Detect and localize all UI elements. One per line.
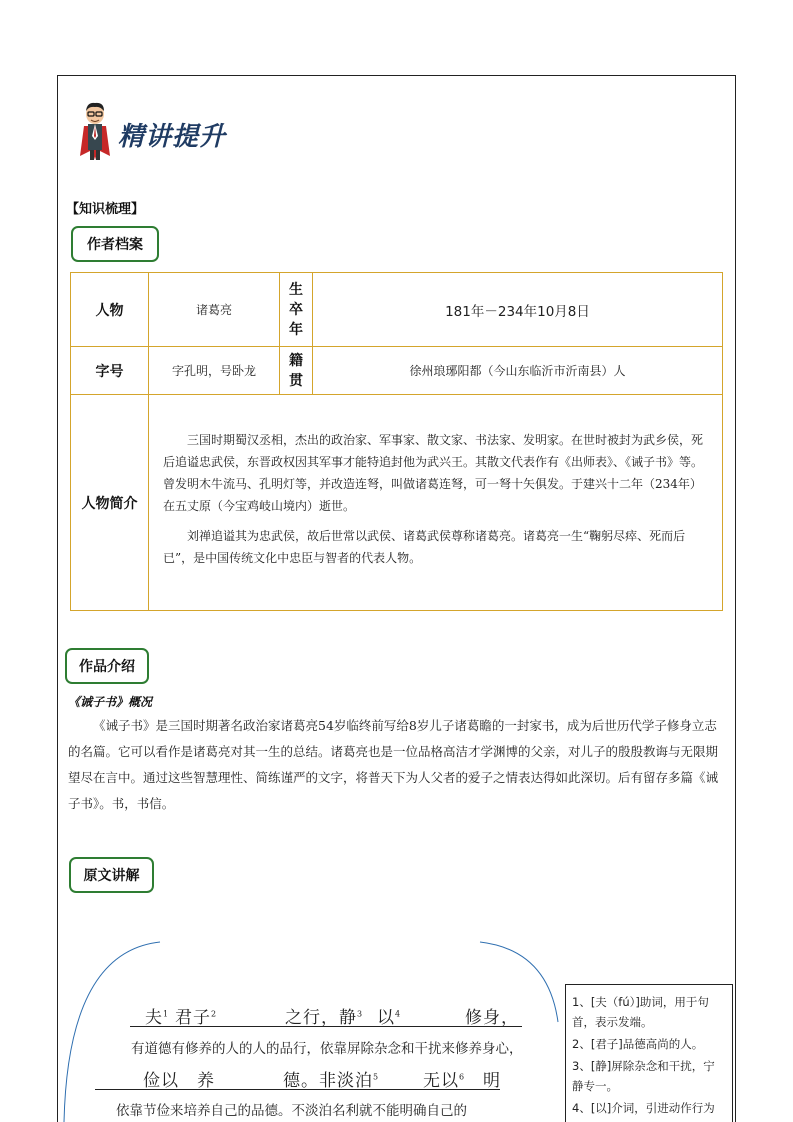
origin-label-char: 贯	[289, 372, 303, 389]
note-item: 3、[静]屏除杂念和干扰，宁静专一。	[572, 1059, 715, 1093]
original-word-text: 德。非淡泊	[283, 1071, 373, 1091]
original-word-text: 无以	[423, 1071, 459, 1091]
lifespan-label-char: 年	[289, 321, 303, 338]
note-marker: 6	[459, 1072, 466, 1082]
note-marker: 5	[373, 1072, 380, 1082]
style-name-label: 字号	[71, 347, 149, 395]
translation-line-1: 有道德有修养的人的人的品行，依靠屏除杂念和干扰来修养身心，	[131, 1041, 523, 1057]
note-marker: 2	[211, 1009, 218, 1019]
original-word	[423, 1066, 465, 1091]
lifespan-label-char: 卒	[289, 301, 303, 318]
note-item: 1、[夫（fú）]助词，用于句首，表示发端。	[572, 995, 709, 1029]
person-value: 诸葛亮	[149, 273, 280, 347]
original-word	[377, 1003, 401, 1028]
author-table	[70, 272, 723, 611]
tag-original-text: 原文讲解	[69, 857, 154, 893]
note-item: 4、[以]介词，引进动作行为	[572, 1101, 715, 1115]
original-word-text: 君子	[175, 1008, 211, 1028]
original-word: 修身，	[465, 1008, 519, 1028]
lifespan-label	[280, 273, 313, 347]
original-word: 俭以 养	[143, 1071, 215, 1091]
bio-paragraph: 刘禅追谥其为忠武侯，故后世常以武侯、诸葛武侯尊称诸葛亮。诸葛亮一生“鞠躬尽瘁、死而后已”，是中国传统文化中忠臣与智者的代表人物。	[163, 528, 686, 565]
original-word: 明	[483, 1071, 501, 1091]
original-word	[283, 1066, 379, 1091]
annotation-notes	[565, 984, 733, 1122]
section-header	[74, 98, 274, 164]
note-item: 2、[君子]品德高尚的人。	[572, 1037, 704, 1051]
tag-author-profile: 作者档案	[71, 226, 159, 262]
original-line-1	[95, 1003, 535, 1027]
section-title: 精讲提升	[118, 122, 227, 152]
style-name-value: 字孔明，号卧龙	[149, 347, 280, 395]
work-title: 《诫子书》概况	[68, 695, 153, 709]
note-marker: 3	[357, 1009, 364, 1019]
person-label: 人物	[71, 273, 149, 347]
table-row	[71, 273, 723, 347]
note-marker: 4	[395, 1009, 402, 1019]
tag-works-intro: 作品介绍	[65, 648, 149, 684]
bio-paragraph: 三国时期蜀汉丞相，杰出的政治家、军事家、散文家、书法家、发明家。在世时被封为武乡侯，死后追谥忠武侯，东晋政权因其军事才能特追封他为武兴王。其散文代表作有《出师表》、《诫子书》等。曾发明木牛流马、孔明灯等，并改造连弩，叫做诸葛连弩，可一弩十矢俱发。于建兴十二年（234年）在五丈原（今宝鸡岐山境内）逝世。	[163, 432, 704, 513]
bio-label: 人物简介	[71, 395, 149, 611]
translation-line-2: 依靠节俭来培养自己的品德。不淡泊名利就不能明确自己的	[116, 1103, 467, 1119]
teacher-avatar-icon	[78, 100, 112, 162]
note-marker: 1	[163, 1009, 170, 1019]
original-word-text: 夫	[145, 1008, 163, 1028]
table-row	[71, 347, 723, 395]
original-word	[285, 1003, 363, 1028]
original-word	[145, 1003, 169, 1028]
original-line-2	[95, 1066, 535, 1090]
knowledge-section-label: 【知识梳理】	[66, 202, 145, 217]
lifespan-value: 181年－234年10月8日	[313, 273, 723, 347]
origin-label-char: 籍	[289, 352, 303, 369]
bio-content	[149, 395, 723, 611]
lifespan-label-char: 生	[289, 281, 303, 298]
original-word-text: 以	[377, 1008, 395, 1028]
origin-label	[280, 347, 313, 395]
table-row	[71, 395, 723, 611]
work-body: 《诫子书》是三国时期著名政治家诸葛亮54岁临终前写给8岁儿子诸葛瞻的一封家书，成为后世历代学子修身立志的名篇。它可以看作是诸葛亮对其一生的总结。诸葛亮也是一位品格高洁才学渊博的父亲，对儿子的殷殷教诲与无限期望尽在言中。通过这些智慧理性、简练谨严的文字，将普天下为人父者的爱子之情表达得如此深切。后有留存多篇《诫子书》。书，书信。	[68, 718, 719, 811]
original-word	[175, 1003, 217, 1028]
origin-value: 徐州琅琊阳都（今山东临沂市沂南县）人	[313, 347, 723, 395]
original-word-text: 之行，静	[285, 1008, 357, 1028]
